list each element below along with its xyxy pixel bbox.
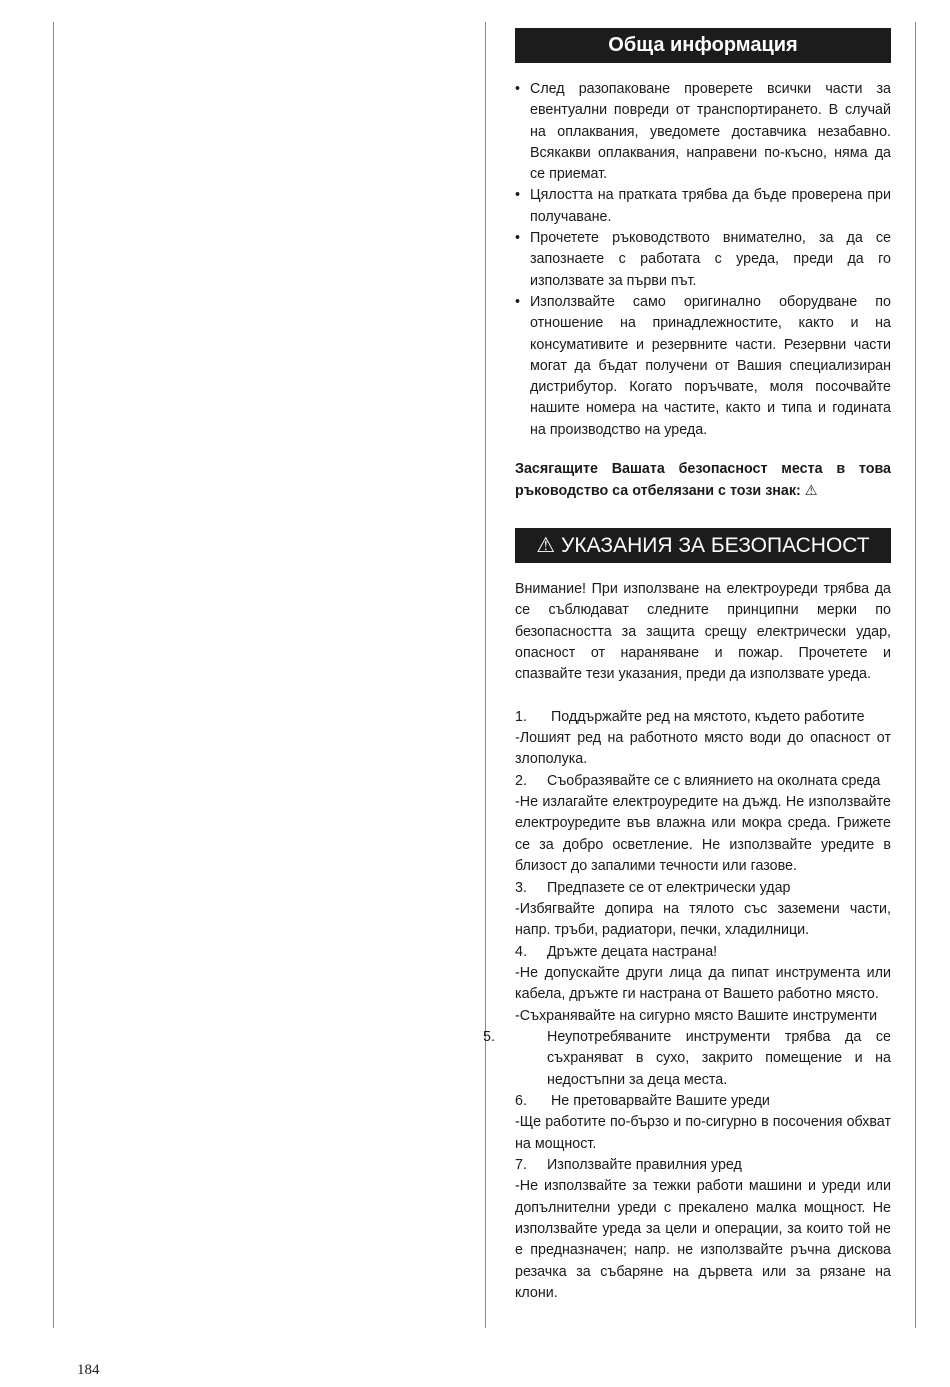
safety-item-7: 7. Използвайте правилния уред -Не използвайте за тежки работи машини и уреди или допълнителни уреди с прекалено малка мощност. Не използвайте уреда за цели и операции, за които той не е предназначен; напр. не използвайте ръчна дискова резачка за събаряне на дървета или за рязане на клони.	[515, 1155, 891, 1304]
list-item: • Цялостта на пратката трябва да бъде проверена при получаване.	[515, 187, 891, 225]
bullet-marker: •	[515, 230, 521, 247]
item-text: -Избягвайте допира на тялото със заземени части, напр. тръби, радиатори, печки, хладилници.	[515, 900, 891, 939]
item-text: -Не използвайте за тежки работи машини и уреди или допълнителни уреди с прекалено малка мощност. Не използвайте уреда за цели и операции, за които той не е предназначен; напр. не използвайте ръчна дискова резачка за събаряне на дървета или за рязане на клони.	[515, 1178, 891, 1302]
general-info-heading: Обща информация	[515, 28, 891, 63]
safety-item-2: 2. Съобразявайте се с влиянието на околната среда -Не излагайте електроуредите на дъжд. Не използвайте електроуредите във влажна или мокра среда. Грижете се за добро осветление. Не използвайте уредите в близост до запалими течности или газове.	[515, 771, 891, 878]
safety-heading: ⚠ УКАЗАНИЯ ЗА БЕЗОПАСНОСТ	[515, 528, 891, 563]
bullet-marker: •	[515, 187, 521, 204]
list-item: • След разопаковане проверете всички части за евентуални повреди от транспортирането. В случай на оплаквания, уведомете доставчика незабавно. Всякакви оплаквания, направени по-късно, няма да се приемат.	[515, 81, 891, 183]
list-item: • Прочетете ръководството внимателно, за да се запознаете с работата с уреда, преди да го използвате за първи път.	[515, 230, 891, 289]
item-text: -Съхранявайте на сигурно място Вашите инструменти	[515, 1007, 878, 1024]
bullet-marker: •	[515, 81, 521, 97]
list-item: • Използвайте само оригинално оборудване по отношение на принадлежностите, както и на консумативите и резервните части. Резервни части могат да бъдат получени от Вашия специализиран дистрибутор. Когато поръчвате, моля посочвайте нашите номера на частите, както и типа и годината на производство на уреда.	[515, 293, 891, 438]
right-column	[483, 28, 891, 1304]
left-margin-rule	[53, 22, 54, 1328]
safety-item-5: 5. Неупотребяваните инструменти трябва да се съхраняват в сухо, закрито помещение и на недостъпни за деца места.	[483, 1028, 891, 1088]
safety-notice: Засягащите Вашата безопасност места в това ръководство са отбелязани с този знак: ⚠	[515, 461, 891, 499]
safety-item-1: 1. Поддържайте ред на мястото, където работите -Лошият ред на работното място води до опасност от злополука.	[515, 707, 891, 771]
bullet-marker: •	[515, 293, 521, 310]
safety-item-6: 6. Не претоварвайте Вашите уреди -Ще работите по-бързо и по-сигурно в посочения обхват на мощност.	[515, 1091, 891, 1155]
item-text: -Ще работите по-бързо и по-сигурно в посочения обхват на мощност.	[515, 1114, 891, 1152]
page-number: 184	[77, 1362, 100, 1378]
safety-item-4: 4. Дръжте децата настрана! -Не допускайте други лица да пипат инструмента или кабела, дръжте ги настрана от Вашето работно място. -Съхранявайте на сигурно място Вашите инструменти	[515, 942, 891, 1027]
safety-item-3: 3. Предпазете се от електрически удар -Избягвайте допира на тялото със заземени части, напр. тръби, радиатори, печки, хладилници.	[515, 878, 891, 942]
item-text: -Не допускайте други лица да пипат инструмента или кабела, дръжте ги настрана от Вашето работно място.	[515, 964, 891, 1003]
right-margin-rule	[915, 22, 916, 1328]
column-divider-rule	[485, 22, 486, 1328]
general-info-list	[515, 79, 891, 441]
item-text: -Лошият ред на работното място води до опасност от злополука.	[515, 730, 891, 768]
safety-intro: Внимание! При използване на електроуреди трябва да се съблюдават следните принципни мерки по безопасността за защита срещу електрически удар, опасност от нараняване и пожар. Прочетете и спазвайте тези указания, преди да използвате уреда.	[515, 581, 891, 683]
item-text: -Не излагайте електроуредите на дъжд. Не използвайте електроуредите във влажна или мокра среда. Грижете се за добро осветление. Не използвайте уредите в близост до запалими течности или газове.	[515, 794, 891, 875]
